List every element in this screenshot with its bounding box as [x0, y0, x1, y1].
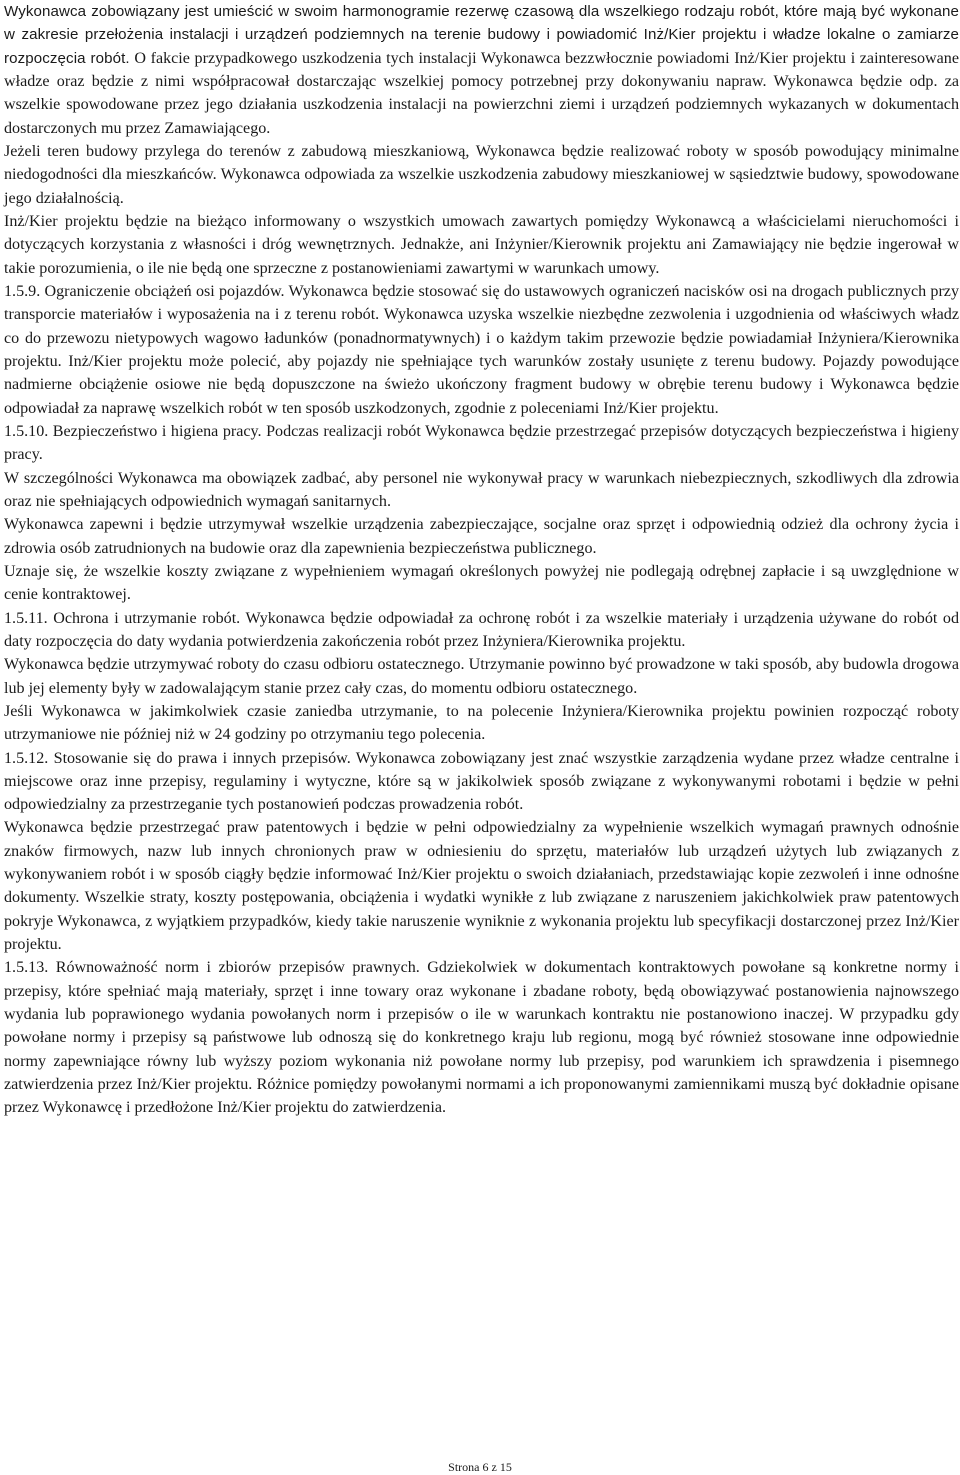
- paragraph: [4, 0, 959, 140]
- paragraph: Jeżeli teren budowy przylega do terenów z zabudową mieszkaniową, Wykonawca będzie realizować roboty w sposób powodujący minimalne niedogodności dla mieszkańców. Wykonawca odpowiada za wszelkie uszkodzenia zabudowy mieszkaniowej w sąsiedztwie budowy, spowodowane jego działalnością.: [4, 142, 959, 207]
- section-1-5-11: 1.5.11. Ochrona i utrzymanie robót. Wykonawca będzie odpowiadał za ochronę robót i za wszelkie materiały i urządzenia używane do robót od daty rozpoczęcia do daty wydania potwierdzenia zakończenia robót przez Inżyniera/Kierownika projektu.: [4, 609, 959, 650]
- section-1-5-10: 1.5.10. Bezpieczeństwo i higiena pracy. Podczas realizacji robót Wykonawca będzie przestrzegać przepisów dotyczących bezpieczeństwa i higieny pracy.: [4, 422, 959, 464]
- paragraph: Jeśli Wykonawca w jakimkolwiek czasie zaniedba utrzymanie, to na polecenie Inżyniera/Kierownika projektu powinien rozpocząć roboty utrzymaniowe nie później niż w 24 godziny po otrzymaniu tego polecenia.: [4, 702, 959, 744]
- paragraph: Wykonawca będzie przestrzegać praw patentowych i będzie w pełni odpowiedzialny za wypełnienie wszelkich wymagań prawnych odnośnie znaków firmowych, nazw lub innych chronionych praw w odniesieniu do sprzętu, materiałów lub urządzeń użytych lub związanych z wykonywaniem robót i w sposób ciągły będzie informować Inż/Kier projektu o swoich działaniach, przedstawiając kopie zezwoleń i inne odnośne dokumenty. Wszelkie straty, koszty postępowania, obciążenia i wydatki wynikłe z lub związane z naruszeniem jakichkolwiek praw patentowych pokryje Wykonawca, z wyjątkiem przypadków, kiedy takie naruszenie wyniknie z wykonania projektu lub specyfikacji dostarczonej przez Inż/Kier projektu.: [4, 819, 959, 954]
- section-1-5-9: 1.5.9. Ograniczenie obciążeń osi pojazdów. Wykonawca będzie stosować się do ustawowych ograniczeń nacisków osi na drogach publicznych przy transporcie materiałów i wyposażenia na i z terenu robót. Wykonawca uzyska wszelkie niezbędne zezwolenia i uzgodnienia od właściwych władz co do przewozu nietypowych wagowo ładunków (ponadnormatywnych) i o każdym takim przewozie będzie powiadamiał Inżyniera/Kierownika projektu. Inż/Kier projektu może polecić, aby pojazdy nie spełniające tych warunków zostały usunięte z terenu budowy. Pojazdy powodujące nadmierne obciążenie osiowe nie będą dopuszczone na świeżo ukończony fragment budowy w obrębie terenu budowy i Wykonawca będzie odpowiadał za naprawę wszelkich robót w ten sposób uszkodzonych, zgodnie z poleceniami Inż/Kier projektu.: [4, 282, 959, 417]
- section-1-5-13: 1.5.13. Równoważność norm i zbiorów przepisów prawnych. Gdziekolwiek w dokumentach kontraktowych powołane są konkretne normy i przepisy, które spełniać mają materiały, sprzęt i inne towary oraz wykonane i zbadane roboty, będą obowiązywać postanowienia najnowszego wydania lub poprawionego wydania powołanych norm i przepisów o ile w warunkach kontraktu nie postanowiono inaczej. W przypadku gdy powołane normy i przepisy są państwowe lub odnoszą się do konkretnego kraju lub regionu, mogą być również stosowane inne odpowiednie normy zapewniające równy lub wyższy poziom wykonania niż powołane normy lub przepisy, pod warunkiem ich sprawdzenia i pisemnego zatwierdzenia przez Inż/Kier projektu. Różnice pomiędzy powołanymi normami a ich proponowanymi zamiennikami muszą być dokładnie opisane przez Wykonawcę i przedłożone Inż/Kier projektu do zatwierdzenia.: [4, 959, 959, 1117]
- paragraph-text: O fakcie przypadkowego uszkodzenia tych instalacji Wykonawca bezzwłocznie powiadomi Inż/Kier projektu i zainteresowane władze oraz będzie z nimi współpracował dostarczając wszelkiej pomocy potrzebnej przy dokonywaniu napraw. Wykonawca będzie odp. za wszelkie spowodowane przez jego działania uszkodzenia instalacji na powierzchni ziemi i urządzeń podziemnych wykazanych w dokumentach dostarczonych mu przez Zamawiającego.: [4, 49, 959, 137]
- page-number: Strona 6 z 15: [448, 1460, 512, 1474]
- paragraph: W szczególności Wykonawca ma obowiązek zadbać, aby personel nie wykonywał pracy w warunkach niebezpiecznych, szkodliwych dla zdrowia oraz nie spełniających odpowiednich wymagań sanitarnych.: [4, 469, 959, 510]
- section-1-5-12: 1.5.12. Stosowanie się do prawa i innych przepisów. Wykonawca zobowiązany jest znać wszystkie zarządzenia wydane przez władze centralne i miejscowe oraz inne przepisy, regulaminy i wytyczne, które są w jakikolwiek sposób związane z wykonywanymi robotami i będzie w pełni odpowiedzialny za przestrzeganie tych postanowień podczas prowadzenia robót.: [4, 749, 959, 814]
- paragraph: Uznaje się, że wszelkie koszty związane z wypełnieniem wymagań określonych powyżej nie podlegają odrębnej zapłacie i są uwzględnione w cenie kontraktowej.: [4, 562, 959, 604]
- paragraph: Inż/Kier projektu będzie na bieżąco informowany o wszystkich umowach zawartych pomiędzy Wykonawcą a właścicielami nieruchomości i dotyczących korzystania z własności i dróg wewnętrznych. Jednakże, ani Inżynier/Kierownik projektu ani Zamawiający nie będzie ingerował w takie porozumienia, o ile nie będą one sprzeczne z postanowieniami zawartymi w warunkach umowy.: [4, 212, 959, 277]
- document-page: [4, 0, 959, 1120]
- paragraph: Wykonawca będzie utrzymywać roboty do czasu odbioru ostatecznego. Utrzymanie powinno być prowadzone w taki sposób, aby budowla drogowa lub jej elementy były w zadowalającym stanie przez cały czas, do momentu odbioru ostatecznego.: [4, 656, 959, 697]
- paragraph-lead: Wykonawca zobowiązany jest umieścić w swoim harmonogramie rezerwę czasową dla wszelkiego rodzaju robót, które mają być wykonane w zakresie przełożenia instalacji i urządzeń podziemnych na terenie budowy i powiadomić Inż/Kier projektu i władze lokalne o zamiarze rozpoczęcia robót.: [4, 3, 959, 67]
- paragraph: Wykonawca zapewni i będzie utrzymywał wszelkie urządzenia zabezpieczające, socjalne oraz sprzęt i odpowiednią odzież dla ochrony życia i zdrowia osób zatrudnionych na budowie oraz dla zapewnienia bezpieczeństwa publicznego.: [4, 516, 959, 557]
